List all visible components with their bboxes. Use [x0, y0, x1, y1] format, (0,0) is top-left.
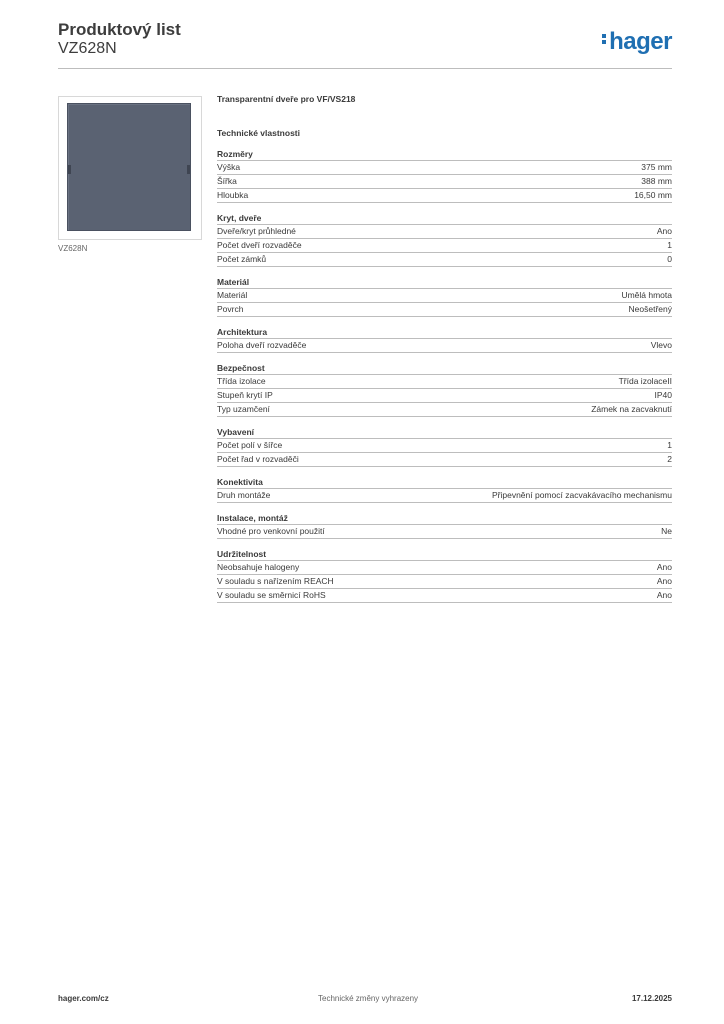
latch-icon: [187, 165, 190, 174]
spec-row: [217, 303, 672, 317]
spec-section: [217, 212, 672, 267]
section-title: Rozměry: [217, 148, 672, 161]
section-title: Vybavení: [217, 426, 672, 439]
spec-label: V souladu se směrnicí RoHS: [217, 590, 326, 600]
spec-label: Třída izolace: [217, 376, 266, 386]
spec-label: Druh montáže: [217, 490, 271, 500]
spec-label: Materiál: [217, 290, 248, 300]
spec-value: Ano: [656, 226, 672, 236]
footer-website[interactable]: hager.com/cz: [58, 994, 109, 1003]
spec-row: [217, 389, 672, 403]
document-title: Produktový list: [58, 20, 181, 39]
main-content: [217, 94, 672, 612]
spec-row: [217, 439, 672, 453]
section-title: Materiál: [217, 276, 672, 289]
hinge-icon: [68, 165, 71, 174]
spec-row: [217, 489, 672, 503]
product-code: VZ628N: [58, 40, 117, 57]
spec-value: Neošetřený: [628, 304, 672, 314]
spec-label: Neobsahuje halogeny: [217, 562, 300, 572]
hager-logo: [602, 28, 672, 56]
spec-row: [217, 403, 672, 417]
product-photo: [58, 96, 202, 240]
section-title: Udržitelnost: [217, 548, 672, 561]
spec-row: [217, 589, 672, 603]
spec-value: 2: [667, 454, 672, 464]
spec-value: 375 mm: [641, 162, 672, 172]
spec-label: Počet řad v rozvaděči: [217, 454, 299, 464]
spec-section: [217, 326, 672, 353]
spec-row: [217, 525, 672, 539]
spec-section: [217, 512, 672, 539]
spec-label: Hloubka: [217, 190, 249, 200]
spec-label: V souladu s nařízením REACH: [217, 576, 334, 586]
spec-section: [217, 276, 672, 317]
spec-label: Počet polí v šířce: [217, 440, 283, 450]
spec-row: [217, 453, 672, 467]
photo-caption: VZ628N: [58, 244, 88, 253]
product-description: Transparentní dveře pro VF/VS218: [217, 94, 356, 104]
header-divider: [58, 68, 672, 69]
spec-value: Umělá hmota: [621, 290, 672, 300]
spec-row: [217, 239, 672, 253]
spec-label: Typ uzamčení: [217, 404, 270, 414]
section-title: Bezpečnost: [217, 362, 672, 375]
spec-value: Třída izolaceII: [618, 376, 672, 386]
spec-label: Dveře/kryt průhledné: [217, 226, 296, 236]
section-title: Instalace, montáž: [217, 512, 672, 525]
spec-label: Šířka: [217, 176, 237, 186]
spec-value: 16,50 mm: [634, 190, 672, 200]
spec-label: Stupeň krytí IP: [217, 390, 273, 400]
spec-value: Vlevo: [650, 340, 672, 350]
footer-date: 17.12.2025: [631, 994, 672, 1003]
spec-value: 388 mm: [641, 176, 672, 186]
spec-row: [217, 575, 672, 589]
page-header: [58, 20, 672, 68]
spec-value: 0: [667, 254, 672, 264]
spec-value: Ano: [656, 562, 672, 572]
spec-row: [217, 561, 672, 575]
technical-properties-heading: Technické vlastnosti: [217, 128, 300, 138]
footer-notice: Technické změny vyhrazeny: [318, 994, 419, 1003]
spec-value: Připevnění pomocí zacvakávacího mechanismu: [491, 490, 672, 500]
spec-row: [217, 175, 672, 189]
spec-label: Vhodné pro venkovní použití: [217, 526, 325, 536]
spec-value: Ano: [656, 576, 672, 586]
spec-sections: [217, 148, 672, 603]
spec-section: [217, 362, 672, 417]
spec-value: 1: [667, 240, 672, 250]
section-title: Konektivita: [217, 476, 672, 489]
spec-label: Povrch: [217, 304, 244, 314]
spec-row: [217, 225, 672, 239]
spec-row: [217, 253, 672, 267]
spec-value: IP40: [654, 390, 672, 400]
spec-label: Poloha dveří rozvaděče: [217, 340, 307, 350]
spec-label: Počet zámků: [217, 254, 267, 264]
spec-section: [217, 476, 672, 503]
spec-row: [217, 161, 672, 175]
spec-value: Ano: [656, 590, 672, 600]
spec-section: [217, 426, 672, 467]
spec-row: [217, 375, 672, 389]
spec-section: [217, 548, 672, 603]
spec-value: Zámek na zacvaknutí: [591, 404, 672, 414]
spec-label: Počet dveří rozvaděče: [217, 240, 302, 250]
spec-row: [217, 289, 672, 303]
spec-section: [217, 148, 672, 203]
spec-row: [217, 189, 672, 203]
spec-label: Výška: [217, 162, 241, 172]
section-title: Kryt, dveře: [217, 212, 672, 225]
logo-text: hager: [609, 28, 672, 55]
section-title: Architektura: [217, 326, 672, 339]
spec-row: [217, 339, 672, 353]
door-panel-image: [67, 103, 191, 231]
spec-value: 1: [667, 440, 672, 450]
spec-value: Ne: [661, 526, 672, 536]
logo-dots-icon: [602, 32, 607, 46]
